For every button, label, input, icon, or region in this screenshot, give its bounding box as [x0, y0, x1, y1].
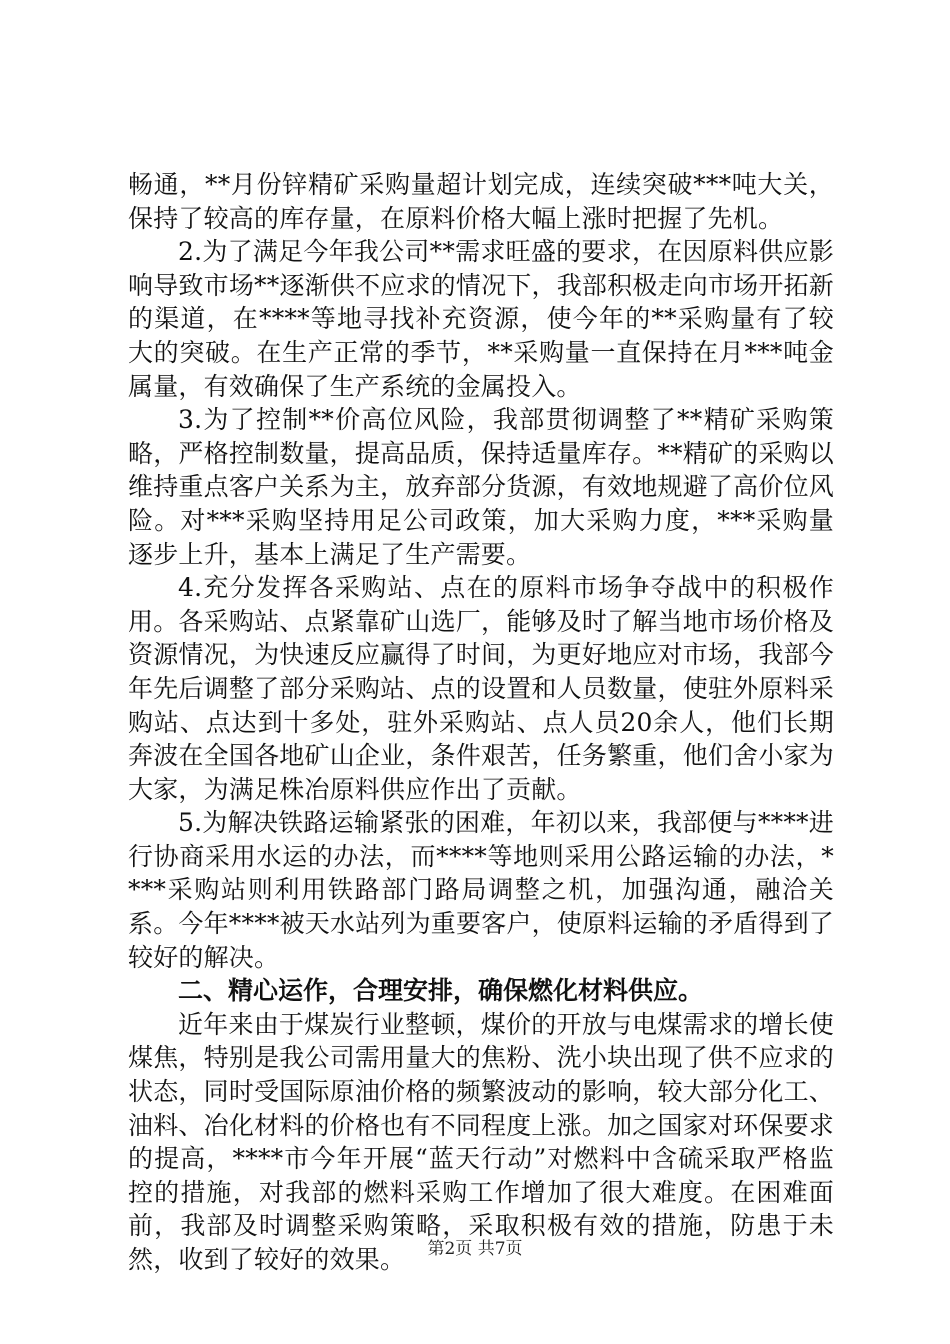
page-number-footer: 第2页 共7页: [427, 1239, 523, 1259]
paragraph-item-2: 2.为了满足今年我公司**需求旺盛的要求，在因原料供应影响导致市场**逐渐供不应求的情况下，我部积极走向市场开拓新的渠道，在****等地寻找补充资源，使今年的**采购量有了较大的突破。在生产正常的季节，**采购量一直保持在月***吨金属量，有效确保了生产系统的金属投入。: [128, 237, 834, 401]
section-heading: 二、精心运作，合理安排，确保燃化材料供应。: [178, 976, 704, 1006]
paragraph-item-3: 3.为了控制**价高位风险，我部贯彻调整了**精矿采购策略，严格控制数量，提高品质，保持适量库存。**精矿的采购以维持重点客户关系为主，放弃部分货源，有效地规避了高价位风险。对***采购坚持用足公司政策，加大采购力度，***采购量逐步上升，基本上满足了生产需要。: [128, 405, 834, 569]
document-body: [128, 168, 834, 1277]
paragraph-item-5: 5.为解决铁路运输紧张的困难，年初以来，我部便与****进行协商采用水运的办法，而****等地则采用公路运输的办法，****采购站则利用铁路部门路局调整之机，加强沟通，融洽关系。今年****被天水站列为重要客户，使原料运输的矛盾得到了较好的解决。: [128, 808, 835, 972]
paragraph-item-4: 4.充分发挥各采购站、点在的原料市场争夺战中的积极作用。各采购站、点紧靠矿山选厂，能够及时了解当地市场价格及资源情况，为快速反应赢得了时间，为更好地应对市场，我部今年先后调整了部分采购站、点的设置和人员数量，使驻外原料采购站、点达到十多处，驻外采购站、点人员20余人，他们长期奔波在全国各地矿山企业，条件艰苦，任务繁重，他们舍小家为大家，为满足株冶原料供应作出了贡献。: [128, 573, 834, 804]
paragraph-continuation: 畅通，**月份锌精矿采购量超计划完成，连续突破***吨大关，保持了较高的库存量，在原料价格大幅上涨时把握了先机。: [128, 170, 834, 233]
paragraph-section-intro: 近年来由于煤炭行业整顿，煤价的开放与电煤需求的增长使煤焦，特别是我公司需用量大的焦粉、洗小块出现了供不应求的状态，同时受国际原油价格的频繁波动的影响，较大部分化工、油料、冶化材料的价格也有不同程度上涨。加之国家对环保要求的提高，****市今年开展“蓝天行动”对燃料中含硫采取严格监控的措施，对我部的燃料采购工作增加了很大难度。在困难面前，我部及时调整采购策略，采取积极有效的措施，防患于未然，收到了较好的效果。: [128, 1009, 834, 1274]
